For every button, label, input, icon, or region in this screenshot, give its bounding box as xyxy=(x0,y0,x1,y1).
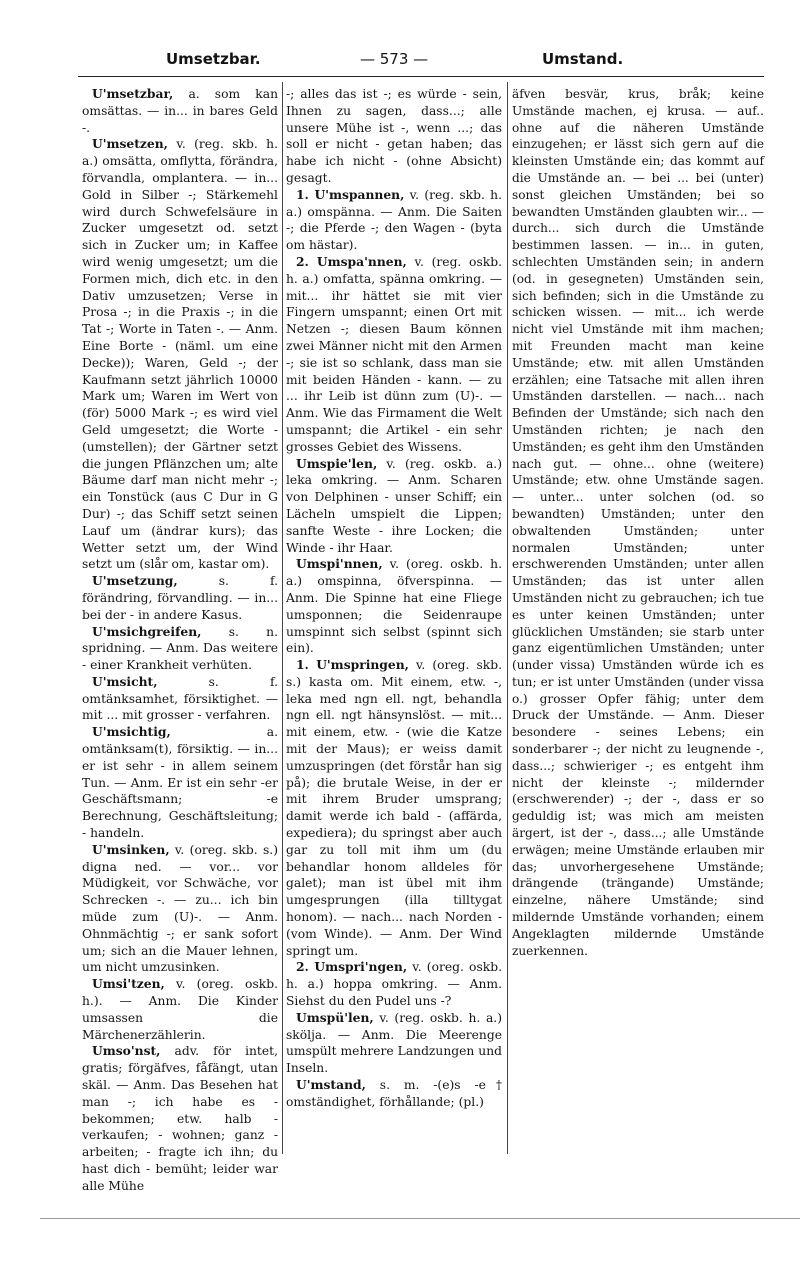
column-2 xyxy=(286,86,502,1111)
entry-definition: a. omtänksam(t), försiktig. — in... er ist sehr - in allem seinem Tun. — Anm. Er ist ein sehr -er Geschäftsmann; -e Berechnung, Geschäftsleitung; - handeln. xyxy=(82,725,278,841)
entry-headword: Umspü'len, xyxy=(296,1009,374,1025)
entry-headword: 2. Umspri'ngen, xyxy=(296,959,408,975)
entry-headword: Umsi'tzen, xyxy=(92,976,165,992)
page-bottom-edge xyxy=(40,1218,800,1219)
entry-definition: v. (reg. oskb. h. a.) skölja. — Anm. Die Meerenge umspült mehrere Landzungen und Inseln. xyxy=(286,1010,502,1076)
dictionary-entry xyxy=(286,657,502,959)
header-last-headword: Umstand. xyxy=(542,50,624,68)
entry-definition: v. (reg. skb. h. a.) omspänna. — Anm. Die Saiten -; die Pferde -; den Wagen - (byta om hästar). xyxy=(286,187,502,253)
entry-definition: v. (reg. oskb. h. a.) omfatta, spänna omkring. — mit... ihr hättet sie mit vier Fingern umspannt; einen Ort mit Netzen -; diesen Baum können zwei Männer nicht mit den Armen -; sie ist so schlank, dass man sie mit beiden Händen - kann. — zu ... ihr Leib ist dünn zum (U)-. — Anm. Wie das Firmament die Welt umspannt; die Artikel - ein sehr grosses Gebiet des Wissens. xyxy=(286,254,502,454)
dictionary-entry xyxy=(286,187,502,254)
dictionary-entry xyxy=(82,1043,278,1194)
column-1 xyxy=(82,86,278,1195)
dictionary-entry xyxy=(82,976,278,1043)
dictionary-entry xyxy=(82,842,278,976)
page-number: — 573 — xyxy=(360,50,429,68)
dictionary-entry xyxy=(82,724,278,842)
entry-definition: v. (oreg. skb. s.) kasta om. Mit einem, etw. -, leka med ngn ell. ngt, behandla ngn ell. ngt hänsynslöst. — mit... mit einem, etw. - (wie die Katze mit der Maus); er weiss damit umzuspringen (det förstår han sig på); die brutale Weise, in der er mit ihrem Bruder umsprang; damit werde ich bald - (affärda, expediera); du springst aber auch gar zu toll mit ihm um (du behandlar honom alldeles för galet); man ist übel mit ihm umgesprungen (illa tilltygat honom). — nach... nach Norden - (vom Winde). — Anm. Der Wind springt um. xyxy=(286,658,502,958)
dictionary-entry xyxy=(286,254,502,456)
entry-headword: U'mstand, xyxy=(296,1077,366,1093)
entry-definition: s. f. förändring, förvandling. — in... bei der - in andere Kasus. xyxy=(82,574,278,622)
page-header xyxy=(70,44,760,74)
dictionary-entry xyxy=(82,624,278,674)
entry-definition: s. m. -(e)s -e† omständighet, förhållande; (pl.) xyxy=(286,1078,502,1109)
entry-definition: v. (oreg. skb. s.) digna ned. — vor... vor Müdigkeit, vor Schwäche, vor Schrecken -. — zu... ich bin müde zum (U)-. — Anm. Ohnmächtig -; er sank sofort um; sich an die Mauer lehnen, um nicht umzusinken. xyxy=(82,842,278,975)
entry-definition: s. f. omtänksamhet, försiktighet. — mit ... mit grosser - verfahren. xyxy=(82,674,278,723)
entry-definition: v. (oreg. oskb. h.). — Anm. Die Kinder umsassen die Märchenerzählerin. xyxy=(82,977,278,1042)
dictionary-entry xyxy=(82,86,278,136)
entry-headword: U'msetzbar, xyxy=(92,86,174,101)
dictionary-entry xyxy=(82,573,278,623)
entry-headword: Umspi'nnen, xyxy=(296,556,383,572)
entry-headword: Umspie'len, xyxy=(296,455,378,471)
entry-definition: v. (reg. oskb. a.) leka omkring. — Anm. Scharen von Delphinen - unser Schiff; ein Lächeln umspielt die Lippen; sanfte Weste - ihre Locken; die Winde - ihr Haar. xyxy=(286,456,502,555)
entry-headword: U'msetzung, xyxy=(92,573,178,589)
entry-definition: a. som kan omsättas. — in... in bares Geld -. xyxy=(82,87,278,135)
entry-headword: U'msicht, xyxy=(92,673,158,689)
entry-headword: 2. Umspa'nnen, xyxy=(296,253,407,269)
entry-definition: -; alles das ist -; es würde - sein, Ihnen zu sagen, dass...; alle unsere Mühe ist -, wenn ...; das soll er nicht - getan haben; das habe ich nicht - (ohne Absicht) gesagt. xyxy=(286,87,502,185)
column-divider-1 xyxy=(282,82,283,1154)
dictionary-entry xyxy=(286,1077,502,1111)
entry-definition: äfven besvär, krus, bråk; keine Umstände machen, ej krusa. — auf.. ohne auf die näheren Umstände einzugehen; er lässt sich gern auf die kleinsten Umstände ein; das kommt auf die Umstände an. — bei ... bei (unter) sonst gleichen Umständen; bei so bewandten Umständen glaubten wir... — durch... sich durch die Umstände bestimmen lassen. — in... in guten, schlechten Umständen sein; in andern (od. in gesegneten) Umständen sein, sich befinden; sich in die Umstände zu schicken wissen. — mit... ich werde nicht viel Umstände mit ihm machen; mit Freunden macht man keine Umstände; etw. mit allen Umständen erzählen; eine Tatsache mit allen ihren Umständen darstellen. — nach... nach Befinden der Umstände; sich nach den Umständen richten; je nach den Umständen; es geht ihm den Umständen nach gut. — ohne... ohne (weitere) Umstände; etw. ohne Umstände sagen. — unter... unter solchen (od. so bewandten) Umständen; unter den obwaltenden Umständen; unter normalen Umständen; unter erschwerenden Umständen; unter allen Umständen; das ist unter allen Umständen nicht zu gebrauchen; ich tue es unter keinen Umständen; unter glücklichen Umständen; sie starb unter ganz eigentümlichen Umständen; unter (under vissa) Umständen würde ich es tun; er ist unter Umständen (under vissa o.) grosser Opfer fähig; unter dem Druck der Umstände. — Anm. Dieser besondere - seines Lebens; ein sonderbarer -; der nicht zu leugnende -, dass...; schwieriger -; es entgeht ihm nicht der kleinste -; mildernder (erschwerender) -; der -, dass er so geduldig ist; was mich am meisten ärgert, ist der -, dass...; alle Umstände erwägen; meine Umstände erlauben mir das; unvorhergesehene Umstände; drängende (trängande) Umstände; einzelne, nähere Umstände; sind mildernde Umstände vorhanden; einem Angeklagten mildernde Umstände zuerkennen. xyxy=(512,87,764,958)
dictionary-entry xyxy=(512,86,764,959)
header-rule xyxy=(78,76,764,77)
dictionary-entry xyxy=(286,556,502,657)
dictionary-entry xyxy=(286,1010,502,1077)
dictionary-entry xyxy=(82,674,278,724)
entry-definition: adv. för intet, gratis; förgäfves, fåfängt, utan skäl. — Anm. Das Besehen hat man -; ich habe es - bekommen; etw. halb - verkaufen; - wohnen; ganz - arbeiten; - fragte ich ihn; du hast dich - bemüht; leider war alle Mühe xyxy=(82,1044,278,1193)
entry-headword: U'msetzen, xyxy=(92,136,168,152)
column-3 xyxy=(512,86,764,959)
entry-headword: 1. U'mspringen, xyxy=(296,657,409,673)
dictionary-entry xyxy=(286,86,502,187)
dictionary-entry xyxy=(286,959,502,1009)
entry-definition: v. (reg. skb. h. a.) omsätta, omflytta, förändra, förvandla, omplantera. — in... Gold in Silber -; Stärkemehl wird durch Schwefelsäure in Zucker umgesetzt od. setzt sich in Zucker um; in Kaffee wird wenig umgesetzt; um die Formen mich, dich etc. in den Dativ umzusetzen; Verse in Prosa -; in die Praxis -; in die Tat -; Worte in Taten -. — Anm. Eine Borte - (näml. um eine Decke)); Waren, Geld -; der Kaufmann setzt jährlich 10000 Mark um; Waren im Wert von (för) 5000 Mark -; es wird viel Geld umgesetzt; die Worte - (umstellen); der Gärtner setzt die jungen Pflänzchen um; alte Bäume darf man nicht mehr -; ein Tonstück (aus C Dur in G Dur) -; das Schiff setzt seinen Lauf um (ändrar kurs); das Wetter setzt um, der Wind setzt um (slår om, kastar om). xyxy=(82,137,278,572)
entry-headword: Umso'nst, xyxy=(92,1043,161,1059)
entry-headword: 1. U'mspannen, xyxy=(296,186,405,202)
entry-definition: s. n. spridning. — Anm. Das weitere - einer Krankheit verhüten. xyxy=(82,624,278,673)
dictionary-entry xyxy=(286,456,502,557)
entry-headword: U'msichgreifen, xyxy=(92,623,202,639)
entry-definition: v. (oreg. oskb. h. a.) omspinna, öfverspinna. — Anm. Die Spinne hat eine Fliege umsponnen; die Seidenraupe umspinnt sich selbst (spinnt sich ein). xyxy=(286,557,502,656)
header-first-headword: Umsetzbar. xyxy=(166,50,261,68)
column-divider-2 xyxy=(507,82,508,1154)
entry-headword: U'msinken, xyxy=(92,841,170,857)
dictionary-entry xyxy=(82,136,278,573)
entry-headword: U'msichtig, xyxy=(92,724,171,740)
entry-definition: v. (oreg. oskb. h. a.) hoppa omkring. — Anm. Siehst du den Pudel uns -? xyxy=(286,960,502,1009)
